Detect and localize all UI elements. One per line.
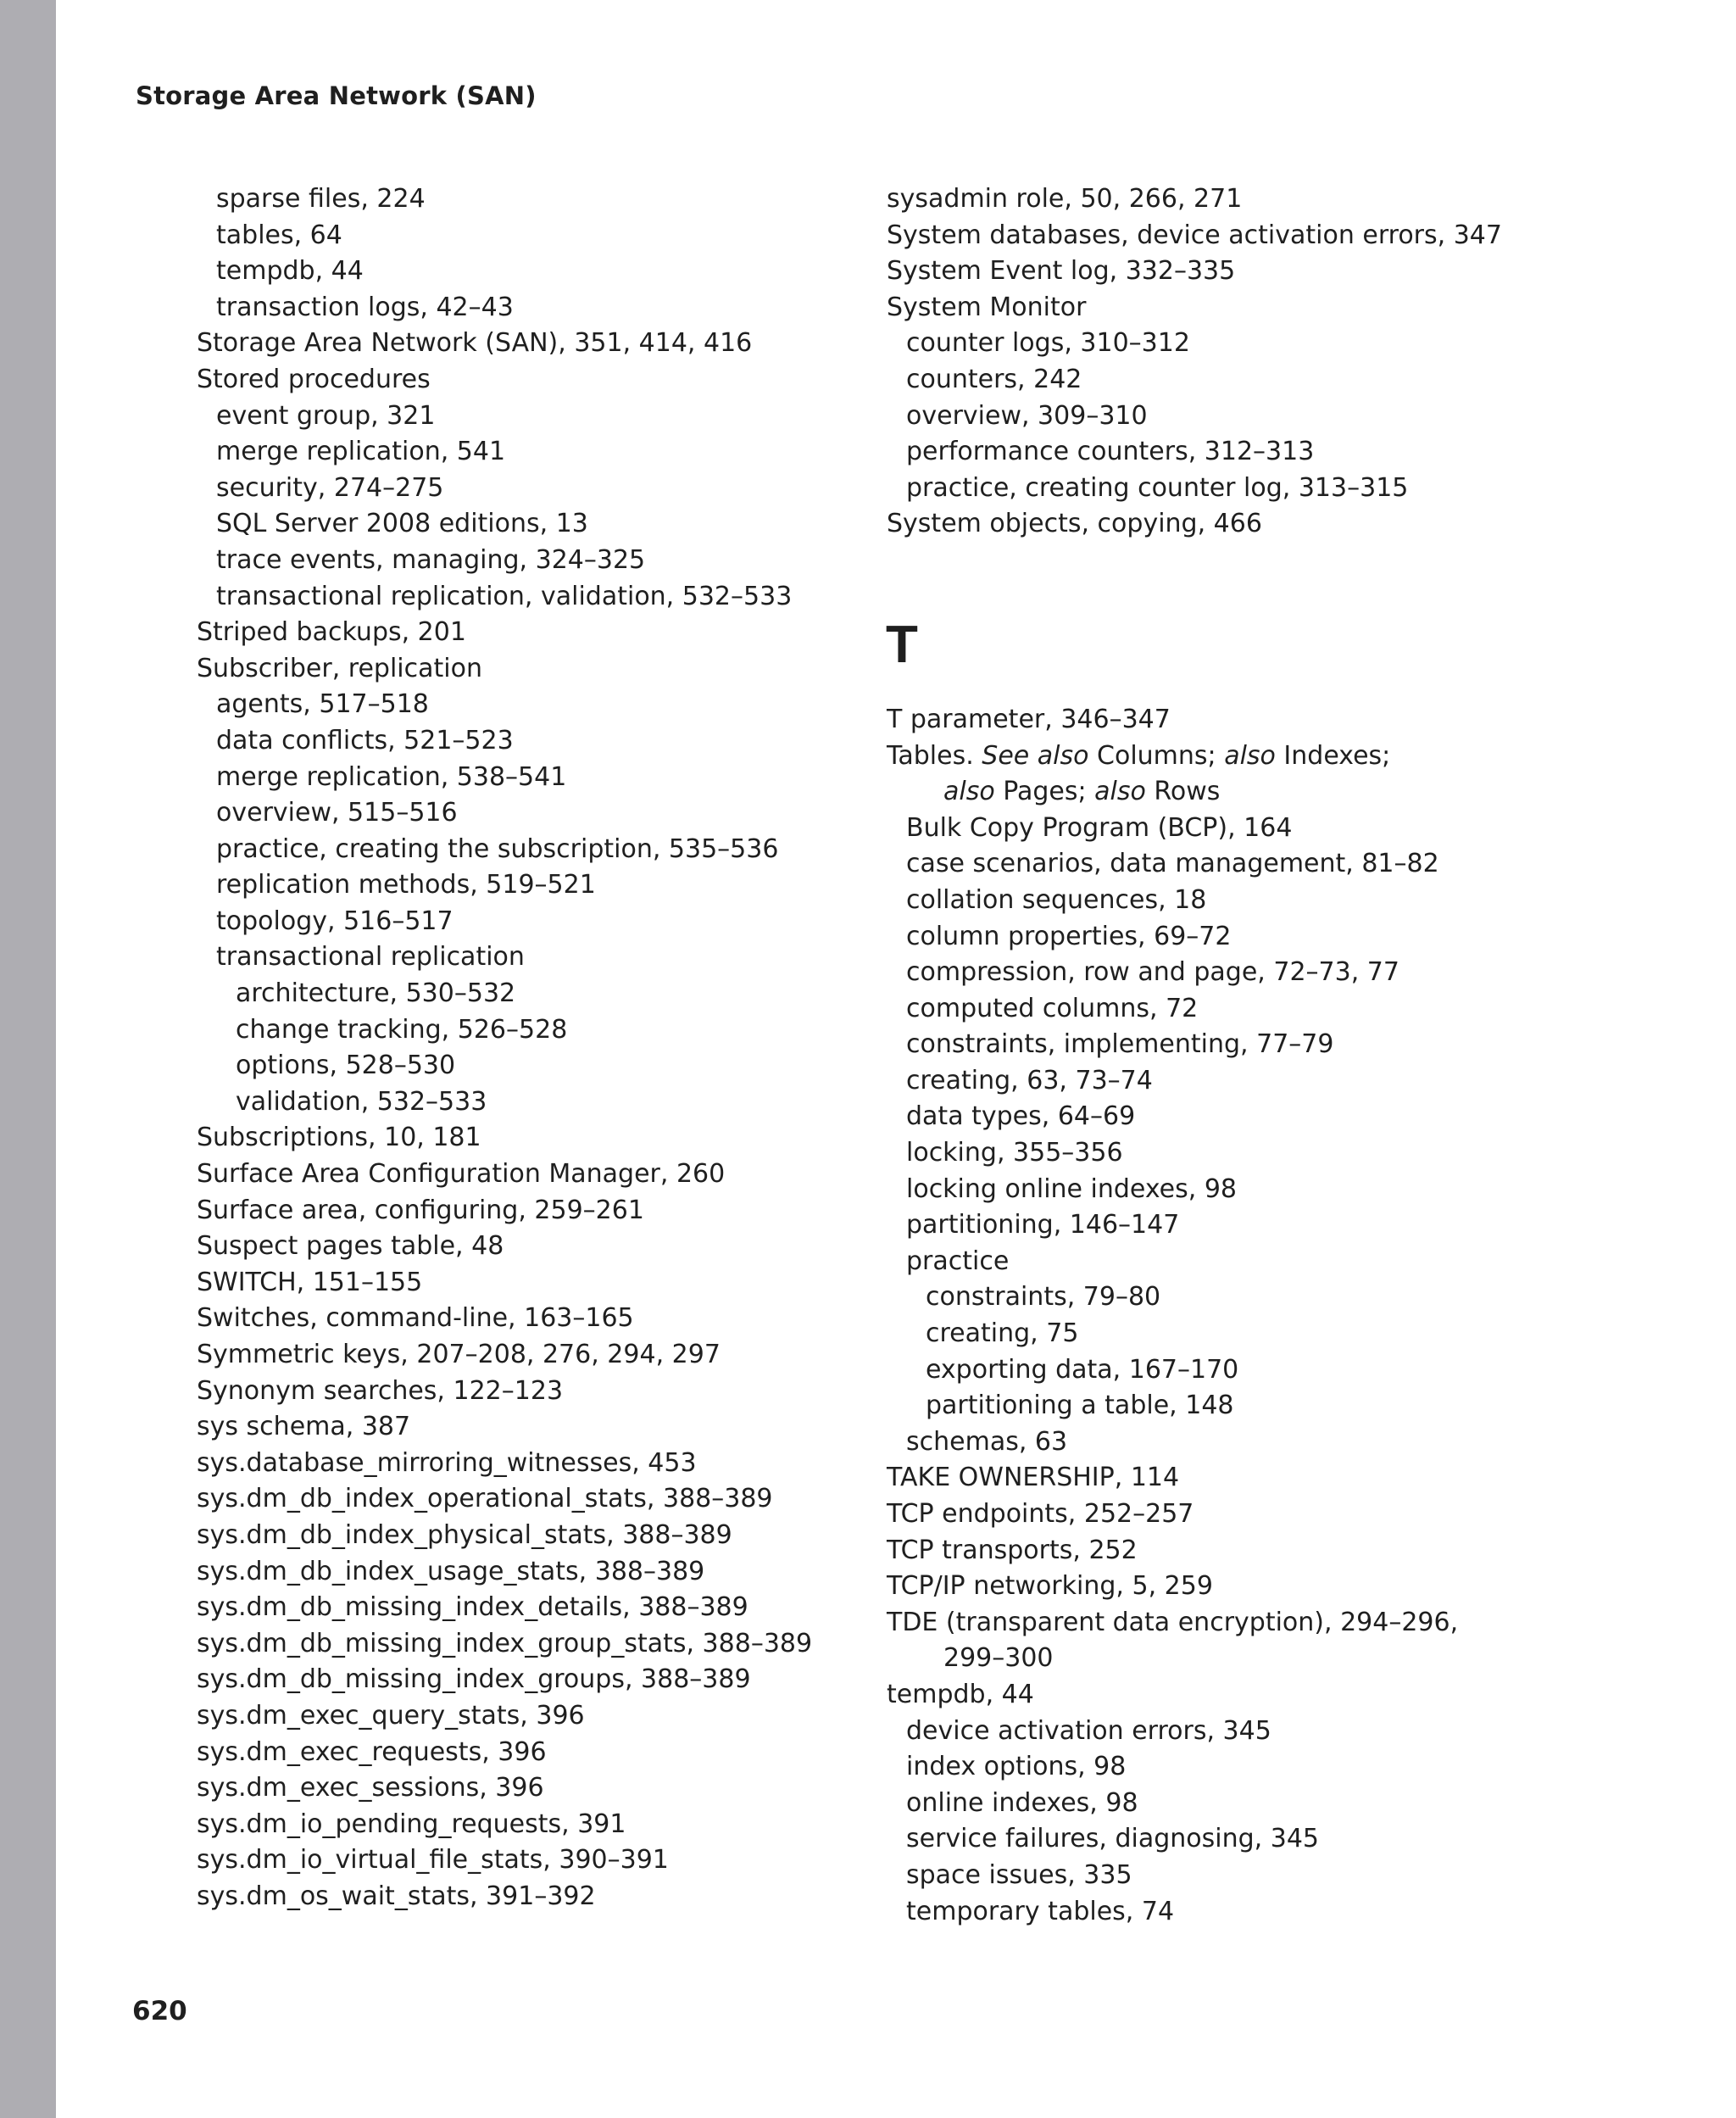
index-subentry: service failures, diagnosing, 345 bbox=[906, 1824, 1319, 1854]
index-entry: TCP endpoints, 252–257 bbox=[887, 1499, 1194, 1529]
index-entry: Switches, command-line, 163–165 bbox=[197, 1303, 634, 1334]
index-entry: System Monitor bbox=[887, 292, 1087, 322]
index-entry: sys.dm_db_missing_index_details, 388–389 bbox=[197, 1592, 748, 1623]
index-subentry: constraints, implementing, 77–79 bbox=[906, 1029, 1334, 1060]
index-entry: TCP/IP networking, 5, 259 bbox=[887, 1571, 1213, 1602]
index-subentry: creating, 63, 73–74 bbox=[906, 1065, 1153, 1095]
index-subentry: merge replication, 538–541 bbox=[216, 761, 567, 792]
index-entry: sys.dm_io_pending_requests, 391 bbox=[197, 1809, 626, 1839]
index-subentry: online indexes, 98 bbox=[906, 1787, 1138, 1818]
index-subentry: options, 528–530 bbox=[236, 1051, 456, 1081]
index-subentry: overview, 515–516 bbox=[216, 798, 458, 828]
index-subentry: creating, 75 bbox=[926, 1318, 1079, 1349]
index-entry: TDE (transparent data encryption), 294–296, bbox=[887, 1607, 1459, 1637]
index-subentry: data types, 64–69 bbox=[906, 1101, 1136, 1132]
index-subentry: security, 274–275 bbox=[216, 472, 444, 503]
index-subentry: constraints, 79–80 bbox=[926, 1282, 1161, 1313]
index-entry: Subscriptions, 10, 181 bbox=[197, 1123, 481, 1153]
index-subentry: replication methods, 519–521 bbox=[216, 870, 596, 900]
index-subentry: SQL Server 2008 editions, 13 bbox=[216, 509, 588, 539]
index-subentry: transactional replication bbox=[216, 942, 525, 973]
index-entry: sys.database_mirroring_witnesses, 453 bbox=[197, 1447, 697, 1478]
index-subentry: topology, 516–517 bbox=[216, 906, 453, 936]
index-entry: Striped backups, 201 bbox=[197, 617, 466, 648]
index-subentry: partitioning, 146–147 bbox=[906, 1210, 1180, 1240]
index-subentry: column properties, 69–72 bbox=[906, 921, 1232, 951]
index-subentry: schemas, 63 bbox=[906, 1426, 1068, 1457]
index-subentry: practice, creating the subscription, 535–536 bbox=[216, 833, 779, 864]
index-entry-tables: Tables. See also Columns; also Indexes; bbox=[887, 740, 1391, 771]
index-subentry: device activation errors, 345 bbox=[906, 1715, 1271, 1746]
index-entry: Storage Area Network (SAN), 351, 414, 416 bbox=[197, 328, 753, 359]
index-entry: System databases, device activation errors, 347 bbox=[887, 220, 1502, 250]
index-entry: sys.dm_db_missing_index_group_stats, 388–389 bbox=[197, 1628, 813, 1658]
index-entry: System objects, copying, 466 bbox=[887, 509, 1262, 539]
index-subentry: temporary tables, 74 bbox=[906, 1896, 1175, 1926]
index-subentry: transaction logs, 42–43 bbox=[216, 292, 514, 322]
index-subentry: performance counters, 312–313 bbox=[906, 437, 1315, 467]
index-subentry: 299–300 bbox=[943, 1643, 1054, 1674]
index-subentry: trace events, managing, 324–325 bbox=[216, 544, 646, 575]
index-subentry: data conflicts, 521–523 bbox=[216, 725, 514, 755]
index-entry: sys.dm_exec_query_stats, 396 bbox=[197, 1700, 585, 1731]
index-subentry: locking, 355–356 bbox=[906, 1138, 1123, 1168]
index-subentry: event group, 321 bbox=[216, 400, 436, 431]
index-subentry: counter logs, 310–312 bbox=[906, 328, 1190, 359]
index-entry: sys schema, 387 bbox=[197, 1412, 411, 1442]
index-subentry: Bulk Copy Program (BCP), 164 bbox=[906, 812, 1293, 843]
index-entry: sys.dm_io_virtual_file_stats, 390–391 bbox=[197, 1845, 669, 1876]
index-subentry: collation sequences, 18 bbox=[906, 884, 1207, 915]
index-subentry: overview, 309–310 bbox=[906, 400, 1148, 431]
section-letter: T bbox=[886, 615, 918, 674]
index-subentry: merge replication, 541 bbox=[216, 437, 506, 467]
index-entry: sysadmin role, 50, 266, 271 bbox=[887, 184, 1243, 214]
index-subentry: case scenarios, data management, 81–82 bbox=[906, 849, 1439, 879]
index-entry: sys.dm_db_index_physical_stats, 388–389 bbox=[197, 1519, 732, 1550]
running-head: Storage Area Network (SAN) bbox=[136, 81, 537, 110]
index-subentry: validation, 532–533 bbox=[236, 1086, 487, 1117]
index-entry: Surface area, configuring, 259–261 bbox=[197, 1195, 644, 1225]
index-subentry: change tracking, 526–528 bbox=[236, 1014, 568, 1045]
index-subentry: counters, 242 bbox=[906, 364, 1082, 394]
index-entry: Stored procedures bbox=[197, 364, 431, 394]
index-entry: sys.dm_exec_sessions, 396 bbox=[197, 1773, 544, 1803]
index-entry: sys.dm_db_missing_index_groups, 388–389 bbox=[197, 1664, 751, 1695]
index-entry: Symmetric keys, 207–208, 276, 294, 297 bbox=[197, 1340, 721, 1369]
index-entry: Suspect pages table, 48 bbox=[197, 1231, 504, 1262]
page-edge-bar bbox=[0, 0, 56, 2118]
index-entry: TAKE OWNERSHIP, 114 bbox=[887, 1463, 1180, 1493]
index-subentry: agents, 517–518 bbox=[216, 689, 429, 720]
index-entry: System Event log, 332–335 bbox=[887, 256, 1236, 287]
index-entry: Subscriber, replication bbox=[197, 653, 482, 683]
page-number: 620 bbox=[132, 1996, 187, 2026]
index-subentry: compression, row and page, 72–73, 77 bbox=[906, 957, 1399, 988]
index-entry: tempdb, 44 bbox=[887, 1679, 1034, 1709]
index-subentry: locking online indexes, 98 bbox=[906, 1173, 1238, 1204]
index-subentry: sparse files, 224 bbox=[216, 184, 426, 214]
index-column-right bbox=[887, 181, 1548, 1930]
index-subentry: practice bbox=[906, 1246, 1010, 1276]
index-entry: sys.dm_exec_requests, 396 bbox=[197, 1736, 547, 1767]
index-subentry: practice, creating counter log, 313–315 bbox=[906, 472, 1409, 503]
index-entry: Synonym searches, 122–123 bbox=[197, 1375, 564, 1406]
index-entry: TCP transports, 252 bbox=[887, 1535, 1138, 1565]
index-column-left bbox=[197, 181, 858, 1915]
index-subentry: index options, 98 bbox=[906, 1752, 1127, 1782]
index-entry-tables-continued: also Pages; also Rows bbox=[943, 777, 1221, 807]
index-subentry: exporting data, 167–170 bbox=[926, 1354, 1239, 1385]
index-entry: sys.dm_db_index_operational_stats, 388–389 bbox=[197, 1484, 773, 1514]
index-subentry: tempdb, 44 bbox=[216, 256, 364, 287]
index-subentry: space issues, 335 bbox=[906, 1859, 1132, 1890]
index-subentry: computed columns, 72 bbox=[906, 993, 1199, 1023]
index-subentry: transactional replication, validation, 532–533 bbox=[216, 581, 793, 611]
index-entry: sys.dm_os_wait_stats, 391–392 bbox=[197, 1881, 596, 1911]
index-subentry: architecture, 530–532 bbox=[236, 978, 516, 1009]
index-subentry: tables, 64 bbox=[216, 220, 342, 250]
index-entry: SWITCH, 151–155 bbox=[197, 1267, 423, 1297]
index-subentry: partitioning a table, 148 bbox=[926, 1391, 1234, 1421]
index-entry: sys.dm_db_index_usage_stats, 388–389 bbox=[197, 1556, 705, 1586]
index-entry: T parameter, 346–347 bbox=[887, 704, 1171, 734]
index-entry: Surface Area Configuration Manager, 260 bbox=[197, 1159, 726, 1190]
